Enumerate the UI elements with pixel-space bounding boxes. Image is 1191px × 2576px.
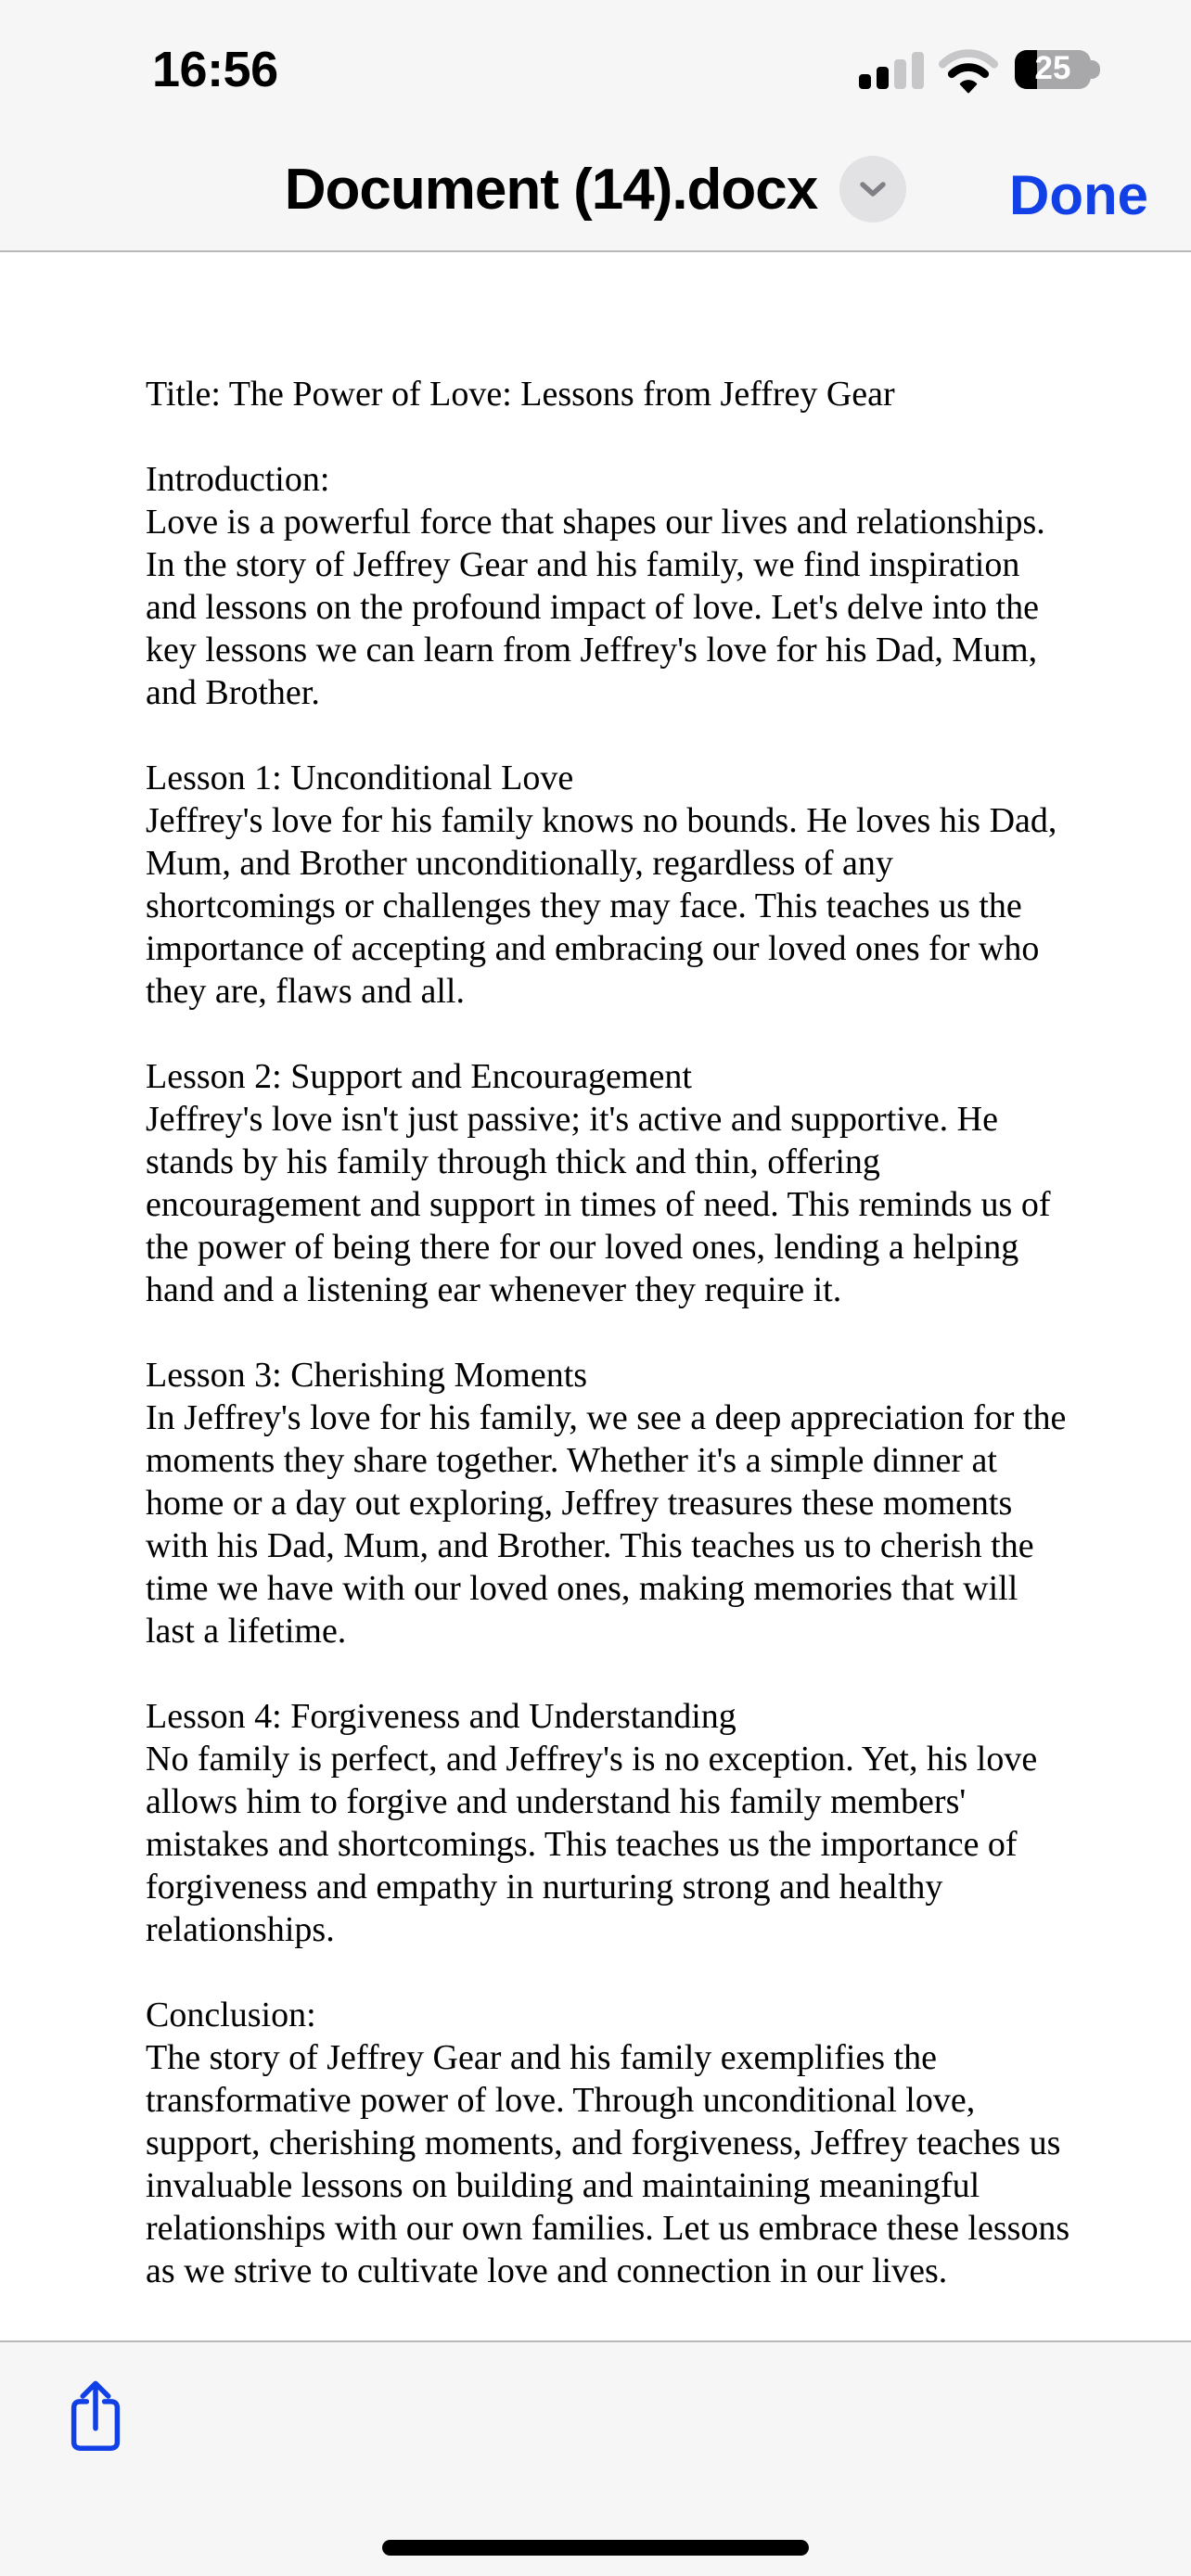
share-icon [65,2376,126,2455]
status-time: 16:56 [152,42,278,97]
done-button[interactable]: Done [1009,164,1148,226]
paragraph-heading: Introduction: [146,460,330,499]
document-text [146,373,1073,2292]
paragraph-heading: Lesson 3: Cherishing Moments [146,1356,588,1395]
battery-icon [1015,50,1091,89]
document-block [146,757,1073,1013]
document-title: Document (14).docx [284,157,818,222]
paragraph-heading: Lesson 1: Unconditional Love [146,759,574,797]
cellular-signal-icon [859,52,924,89]
paragraph-body: Love is a powerful force that shapes our lives and relationships. In the story of Jeffrey Gear and his family, we find inspiration and lessons on the profound impact of love. Let's delve into the key lessons we can learn from Jeffrey's love for his Dad, Mum, and Brother. [146,503,1045,712]
paragraph-heading: Title: The Power of Love: Lessons from Jeffrey Gear [146,375,895,414]
title-menu-button[interactable] [839,156,906,223]
paragraph-heading: Conclusion: [146,1996,316,2034]
battery-percent: 25 [1034,50,1071,87]
paragraph-body: The story of Jeffrey Gear and his family exemplifies the transformative power of love. Through unconditional love, support, cherishing moments, and forgiveness, Jeffrey teaches us invaluable lessons on building and maintaining meaningful relationships with our own families. Let us embrace these lessons as we strive to cultivate love and connection in our lives. [146,2038,1070,2290]
paragraph-body: Jeffrey's love isn't just passive; it's active and supportive. He stands by his family through thick and thin, offering encouragement and support in times of need. This reminds us of the power of being there for our loved ones, lending a helping hand and a listening ear whenever they require it. [146,1100,1051,1309]
document-block [146,1994,1073,2292]
cellular-bar [877,67,889,89]
paragraph-heading: Lesson 4: Forgiveness and Understanding [146,1697,736,1736]
cellular-bar [894,59,906,89]
paragraph-body: Jeffrey's love for his family knows no bounds. He loves his Dad, Mum, and Brother unconditionally, regardless of any shortcomings or challenges they may face. This teaches us the importance of accepting and embracing our loved ones for who they are, flaws and all. [146,801,1057,1011]
document-block [146,373,1073,415]
paragraph-body: In Jeffrey's love for his family, we see a deep appreciation for the moments they share together. Whether it's a simple dinner at home or a day out exploring, Jeffrey treasures these moments with his Dad, Mum, and Brother. This teaches us to cherish the time we have with our loved ones, making memories that will last a lifetime. [146,1398,1067,1651]
chevron-down-icon [858,181,888,198]
paragraph-body: No family is perfect, and Jeffrey's is no exception. Yet, his love allows him to forgive and understand his family members' mistakes and shortcomings. This teaches us the importance of forgiveness and empathy in nurturing strong and healthy relationships. [146,1740,1038,1949]
header-bar [0,0,1191,252]
document-block [146,458,1073,714]
wifi-icon [937,48,1000,95]
cellular-bar [859,74,871,89]
paragraph-heading: Lesson 2: Support and Encouragement [146,1057,692,1096]
share-button[interactable] [65,2376,126,2455]
document-block [146,1695,1073,1951]
document-block [146,1354,1073,1652]
battery-nub [1091,60,1100,79]
document-block [146,1055,1073,1311]
home-indicator[interactable] [382,2540,809,2556]
document-page [0,252,1191,2292]
cellular-bar [912,52,924,89]
